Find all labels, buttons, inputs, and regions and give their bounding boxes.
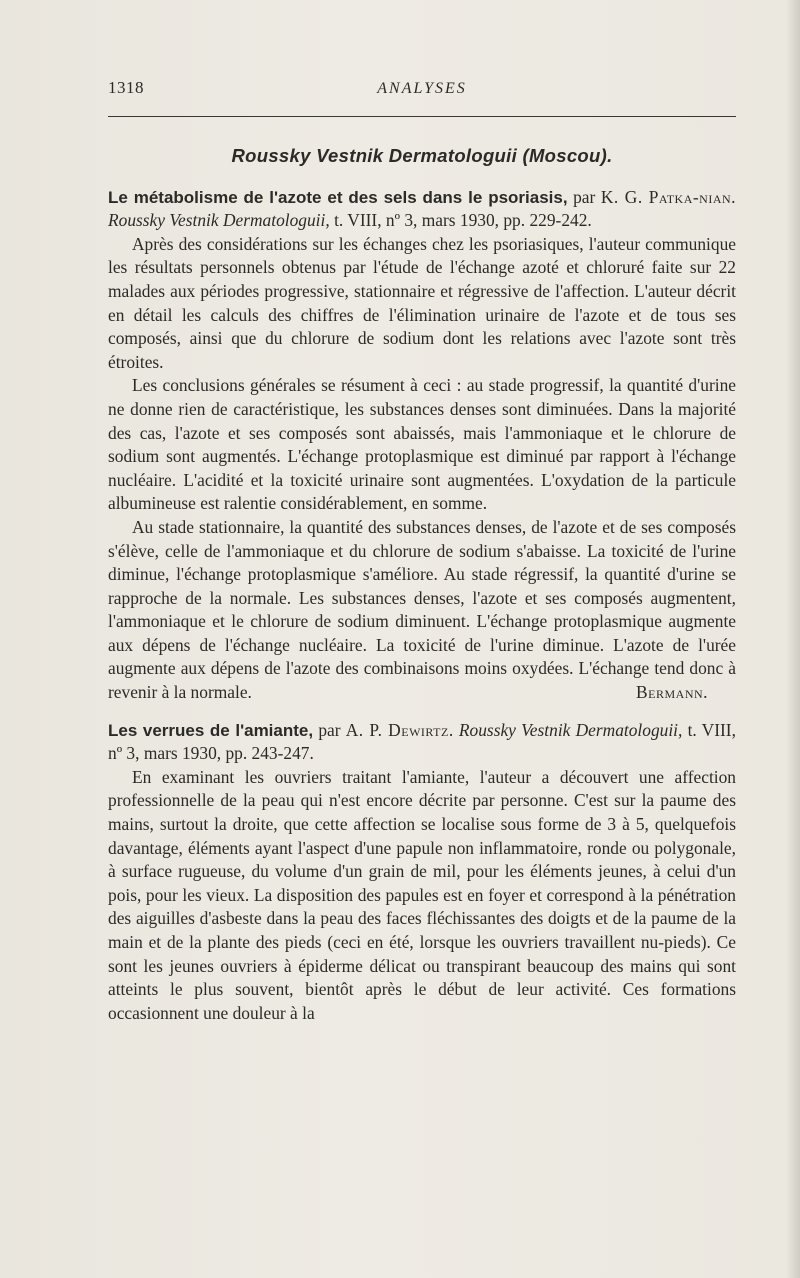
running-head	[108, 78, 736, 102]
article-1-author-prefix: par	[573, 186, 596, 207]
page-edge-shadow	[786, 0, 800, 1278]
article-1-citation: t. VIII, nº 3, mars 1930, pp. 229-242.	[334, 210, 592, 231]
article-1-paragraph-1: Après des considérations sur les échanges chez les psoriasiques, l'auteur communique les résultats personnels obtenus par l'étude de l'échange azoté et chloruré faite sur 22 malades aux périodes progressive, stationnaire et régressive de l'affection. L'auteur décrit en détail les calculs des chiffres de l'élimination urinaire de l'azote et de tous ses composés, ainsi que du chlorure de sodium dont les relations avec l'azote sont très étroites.	[108, 233, 736, 372]
article-2-source: Roussky Vestnik Dermatologuii,	[458, 719, 683, 740]
article-2-citation: t. VIII, nº 3, mars 1930, pp. 243-247.	[108, 719, 736, 764]
page-number: 1318	[108, 78, 144, 97]
article-1-author: K. G. Patka-nian.	[600, 186, 737, 207]
article-1-paragraph-2: Les conclusions générales se résument à ceci : au stade progressif, la quantité d'urine ne donne rien de caractéristique, les substances denses sont diminuées. Dans la majorité des cas, l'azote et ses composés sont abaissés, mais l'ammoniaque et le chlorure de sodium sont augmentés. L'échange protoplasmique est diminué par rapport à l'échange nucléaire. L'acidité et la toxicité urinaire sont augmentées. L'oxydation de la particule albumineuse est ralentie considérablement, en somme.	[108, 375, 736, 514]
article-2-author-prefix: par	[318, 719, 341, 740]
article-2-heading	[108, 719, 736, 766]
article-1-paragraph-3-text: Au stade stationnaire, la quantité des substances denses, de l'azote et de ses composés s'élève, celle de l'ammoniaque et du chlorure de sodium s'abaisse. La toxicité de l'urine diminue, l'échange protoplasmique s'améliore. Au stade régressif, la quantité d'urine se rapproche de la normale. Les substances denses, l'azote et ses composés augmentent, l'ammoniaque et le chlorure de sodium diminuent. L'échange protoplasmique augmente aux dépens de l'échange nucléaire. La toxicité de l'urine diminue. L'azote de l'urée augmente aux dépens de l'azote des combinaisons moins oxydées. L'échange tend donc à revenir à la normale.	[108, 516, 736, 703]
journal-heading: Roussky Vestnik Dermatologuii (Moscou).	[231, 145, 613, 166]
article-2-paragraph-1: En examinant les ouvriers traitant l'amiante, l'auteur a découvert une affection professionnelle de la peau qui n'est encore décrite par personne. C'est sur la paume des mains, surtout la droite, que cette affection se localise sous forme de 3 à 5, quelquefois davantage, éléments ayant l'aspect d'une papule non inflammatoire, ronde ou polygonale, à surface rugueuse, du volume d'un grain de mil, pour les éléments jeunes, à celui d'un pois, pour les vieux. La disposition des papules est en foyer et correspond à la pénétration des aiguilles d'asbeste dans la peau des faces fléchissantes des doigts et de la paume de la main et de la plante des pieds (ceci en été, lorsque les ouvriers travaillent nu-pieds). Ce sont les jeunes ouvriers à épiderme délicat ou transpirant beaucoup des mains qui sont atteints le plus souvent, bientôt après le début de leur activité. Ces formations occasionnent une douleur à la	[108, 766, 736, 1023]
article-2-title: Les verrues de l'amiante,	[108, 720, 314, 740]
article-2-author: A. P. Dewirtz.	[345, 719, 454, 740]
article-1-title: Le métabolisme de l'azote et des sels dans le psoriasis,	[108, 187, 568, 207]
article-1-source: Roussky Vestnik Dermatologuii,	[108, 210, 330, 231]
article-1-heading	[108, 186, 736, 233]
running-title: ANALYSES	[377, 80, 467, 97]
header-rule	[108, 116, 736, 117]
article-1-signature: Bermann.	[636, 682, 708, 703]
article-1-paragraph-3	[108, 516, 736, 705]
page-content	[108, 140, 736, 1025]
